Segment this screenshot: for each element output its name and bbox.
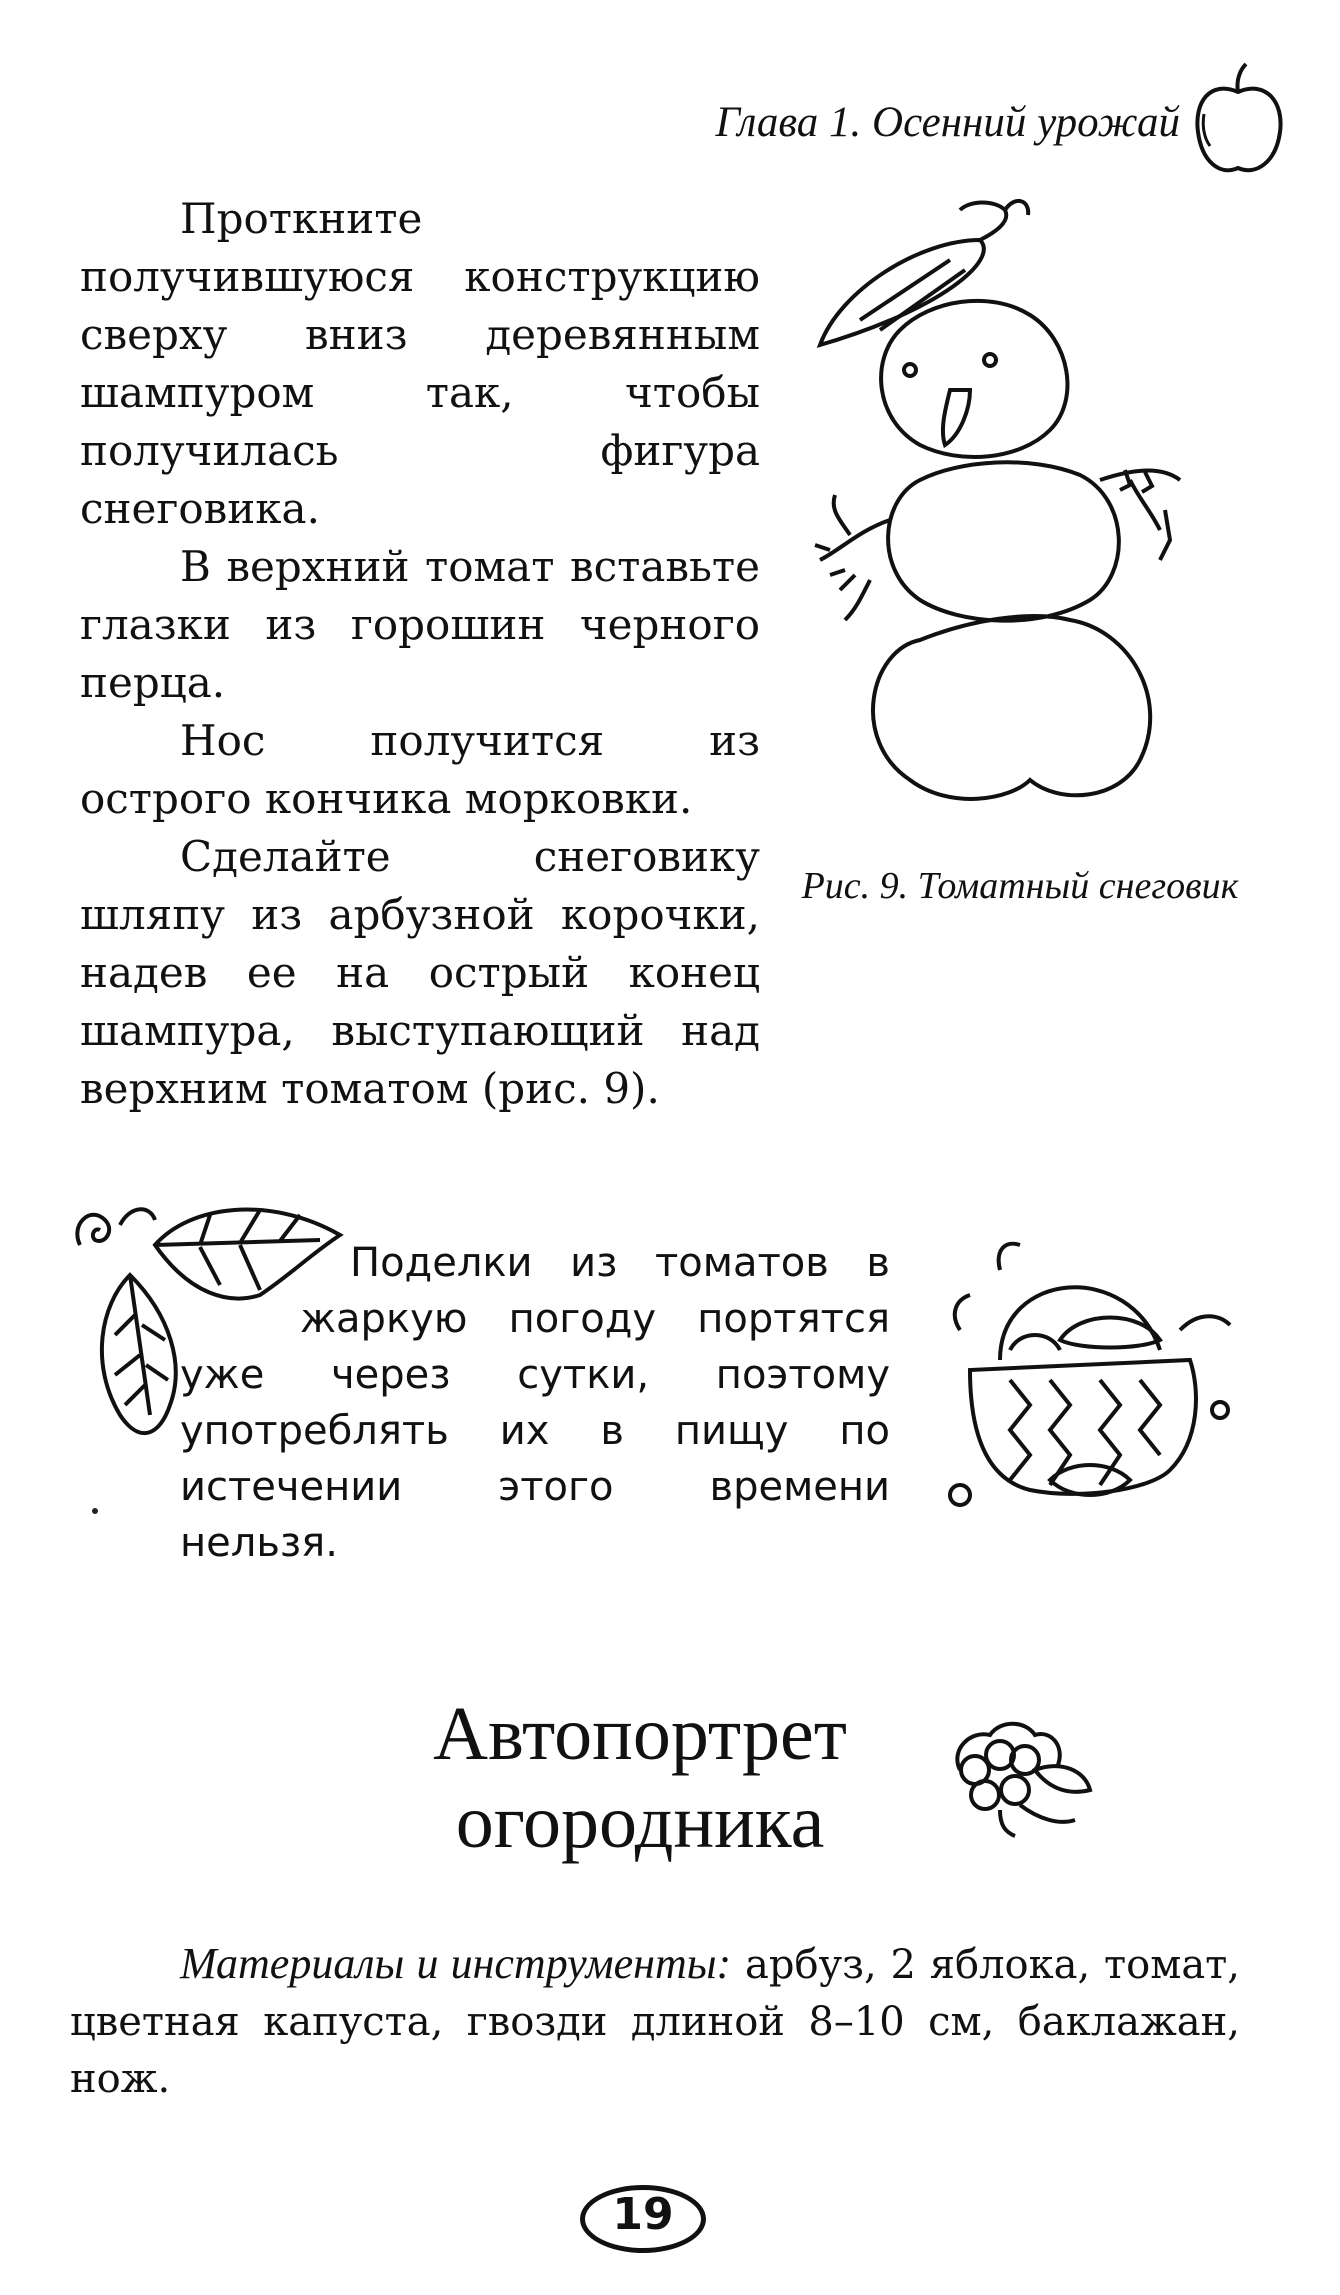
spacer	[180, 1235, 350, 1291]
paragraph: Нос получится из острого кончика морковки.	[80, 716, 760, 823]
snowman-illustration	[800, 180, 1240, 830]
materials-paragraph	[70, 1935, 1240, 2108]
page-number	[580, 2185, 704, 2251]
note-body: Поделки из томатов в жаркую погоду портятся уже через сутки, поэтому употреблять их в пищу по истечении этого времени нельзя.	[180, 1240, 890, 1566]
stray-dot	[92, 1508, 98, 1514]
title-line: огородника	[455, 1780, 825, 1864]
cauliflower-icon	[940, 1710, 1100, 1840]
instruction-text	[80, 190, 760, 1118]
section-title	[340, 1690, 940, 1866]
spacer	[180, 1291, 300, 1347]
materials-list: арбуз, 2 яблока, томат, цветная капуста, гвозди длиной 8–10 см, баклажан, нож.	[70, 1942, 1241, 2102]
title-line: Автопортрет	[433, 1692, 847, 1776]
note-text	[180, 1235, 890, 1571]
page-number-text: 19	[612, 2189, 674, 2240]
figure-caption: Рис. 9. Томатный снеговик	[801, 865, 1239, 907]
paragraph: В верхний томат вставьте глазки из горошин черного перца.	[80, 542, 760, 707]
mushroom-basket-icon	[940, 1230, 1240, 1530]
materials-text	[70, 1935, 1240, 2108]
materials-label: Материалы и инструменты:	[180, 1939, 732, 1988]
apple-icon	[1190, 62, 1286, 180]
paragraph: Проткните получившуюся конструкцию сверху вниз деревянным шампуром так, чтобы получилась фигура снеговика.	[80, 194, 760, 533]
paragraph: Сделайте снеговику шляпу из арбузной корочки, надев ее на острый конец шампура, выступающий над верхним томатом (рис. 9).	[80, 832, 760, 1113]
chapter-header: Глава 1. Осенний урожай	[715, 99, 1180, 146]
